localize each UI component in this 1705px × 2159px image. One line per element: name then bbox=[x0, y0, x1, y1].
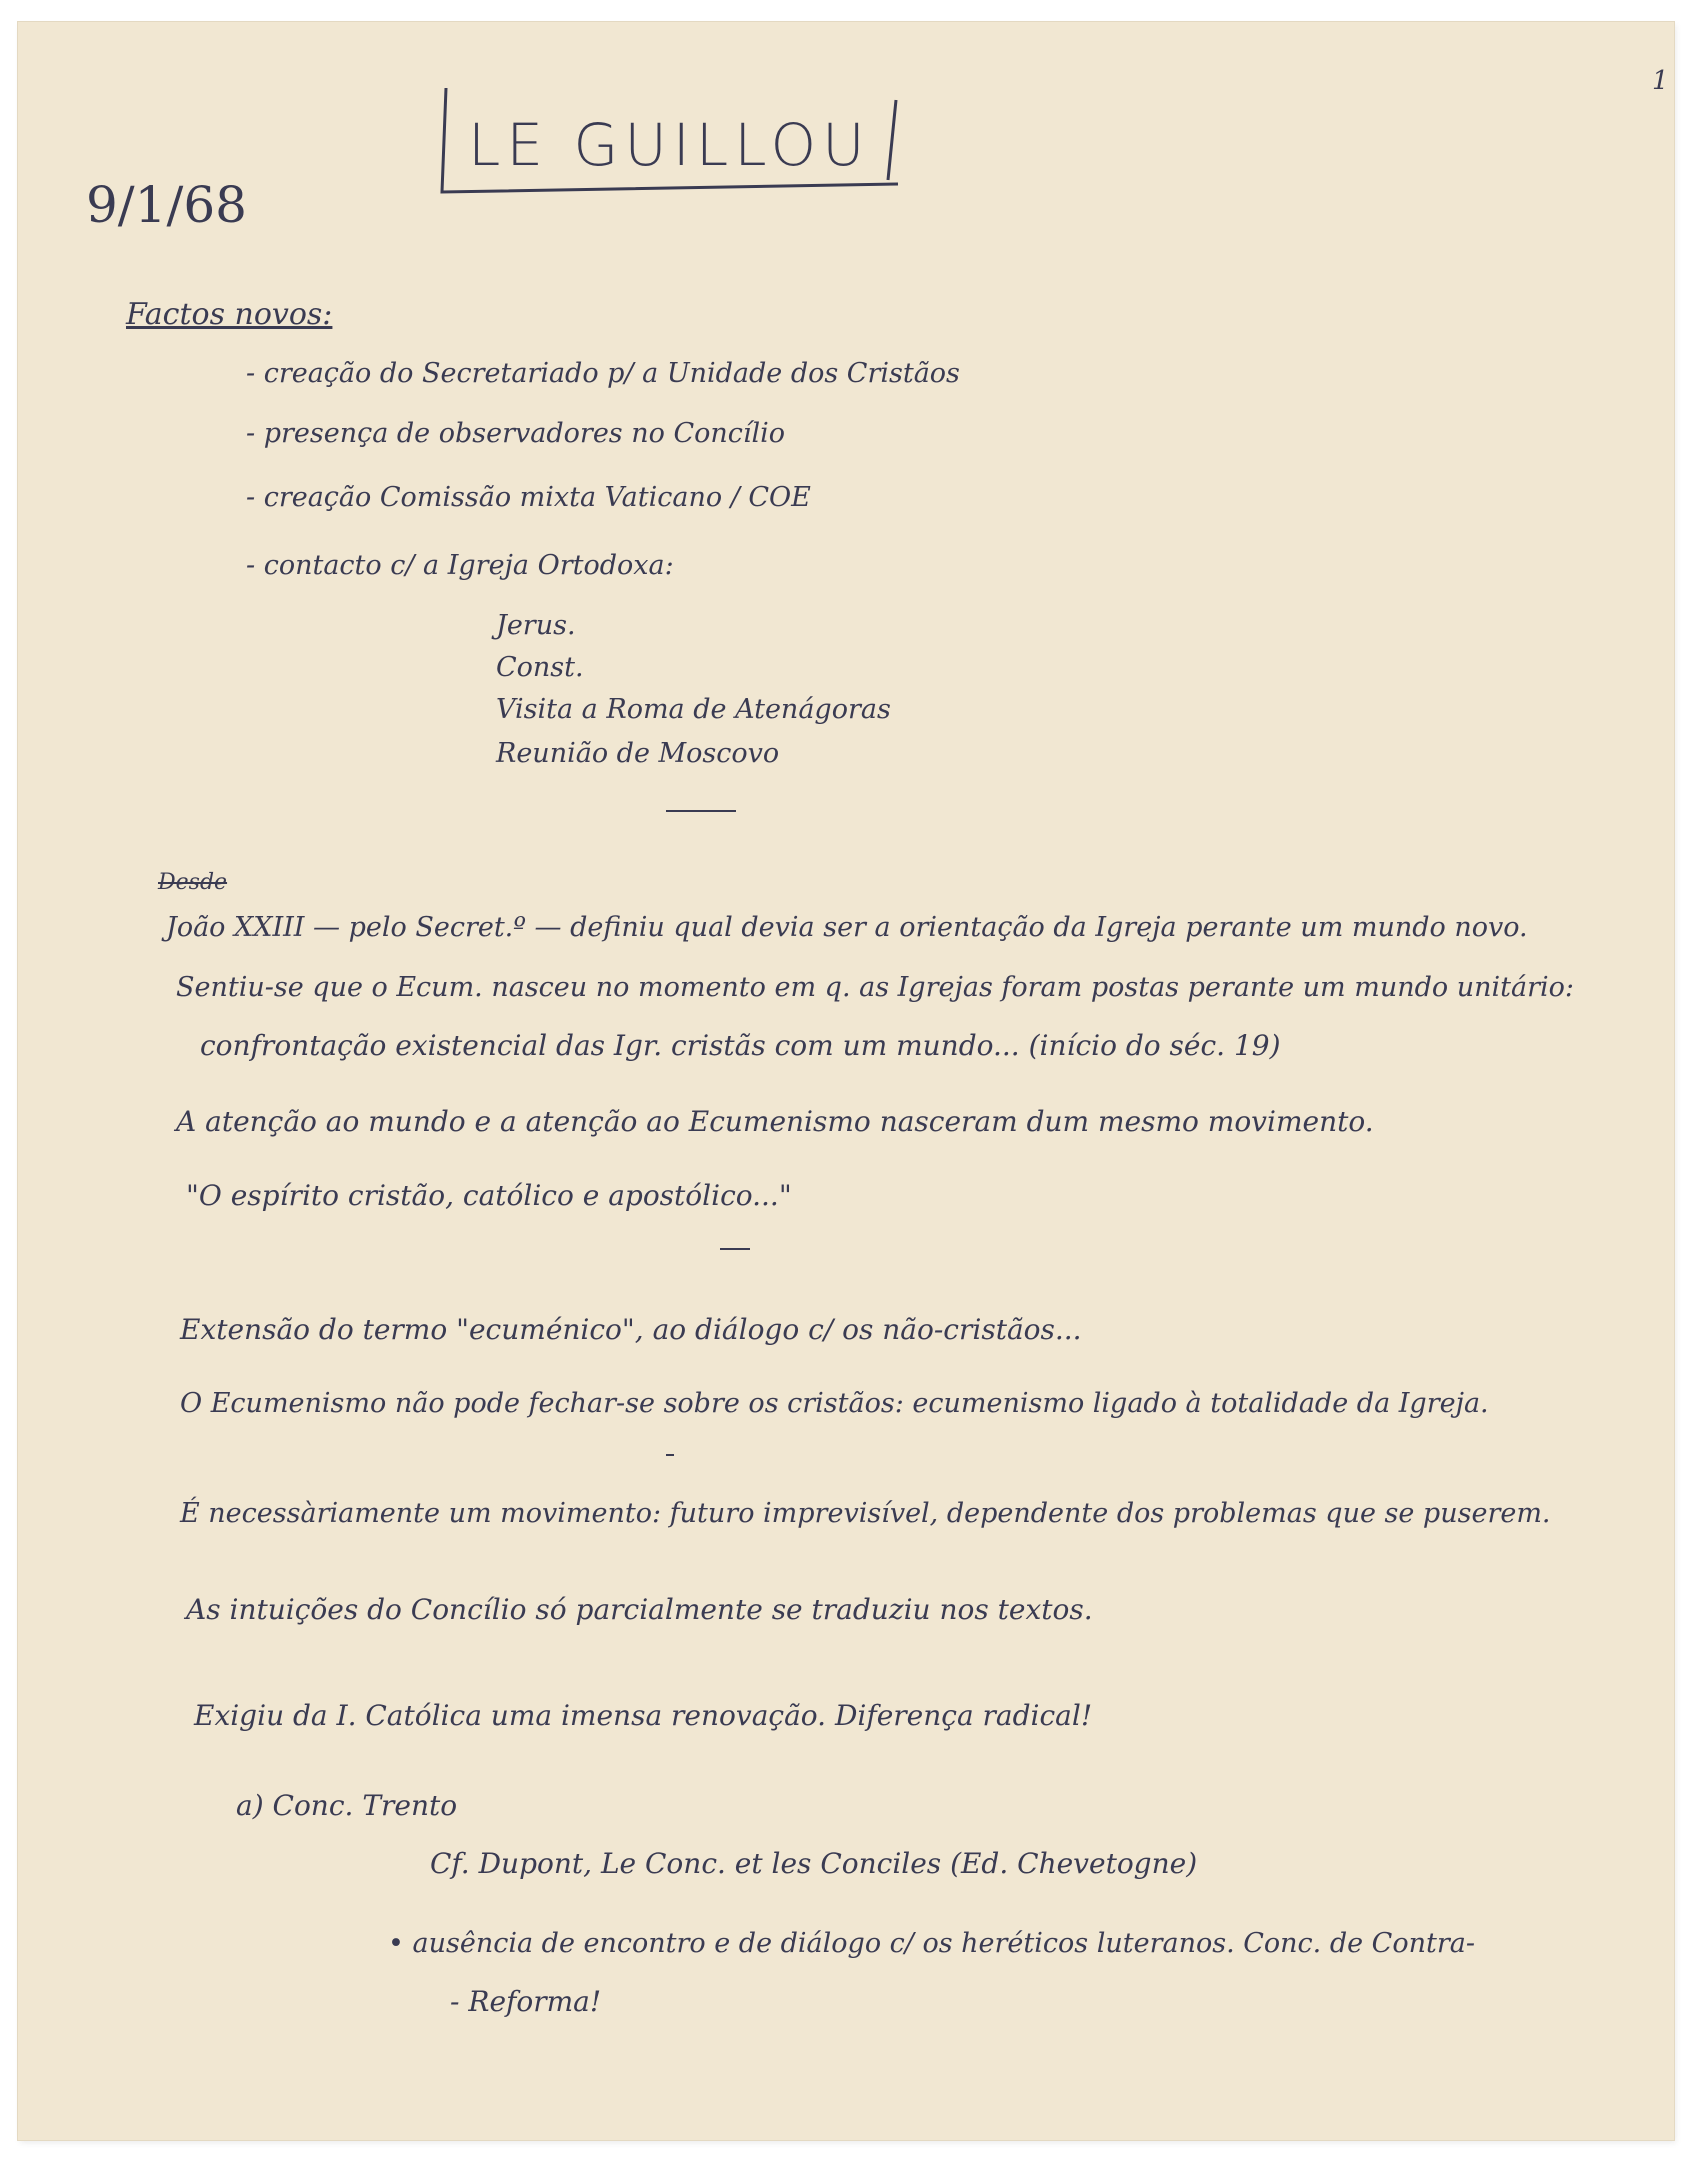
section-divider bbox=[666, 810, 736, 812]
text-line: Extensão do termo "ecuménico", ao diálogo c/ os não-cristãos... bbox=[180, 1313, 1082, 1346]
text-line: O Ecumenismo não pode fechar-se sobre os cristãos: ecumenismo ligado à totalidade da Igreja. bbox=[180, 1388, 1489, 1419]
title-box bbox=[436, 80, 902, 198]
section-divider bbox=[720, 1248, 750, 1250]
list-item: - creação do Secretariado p/ a Unidade dos Cristãos bbox=[246, 358, 960, 389]
text-line: Sentiu-se que o Ecum. nasceu no momento em q. as Igrejas foram postas perante um mundo unitário: bbox=[176, 972, 1575, 1003]
text-line: As intuições do Concílio só parcialmente se traduziu nos textos. bbox=[186, 1593, 1093, 1626]
text-line: - Reforma! bbox=[450, 1985, 602, 2018]
sub-item: Reunião de Moscovo bbox=[496, 738, 780, 769]
quote-line: "O espírito cristão, católico e apostólico..." bbox=[186, 1179, 792, 1212]
sub-item: Visita a Roma de Atenágoras bbox=[496, 694, 891, 725]
section-heading: Factos novos: bbox=[126, 297, 333, 332]
text-line: confrontação existencial das Igr. cristãs com um mundo... (início do séc. 19) bbox=[200, 1029, 1281, 1062]
text-line: João XXIII — pelo Secret.º — definiu qual devia ser a orientação da Igreja perante um mundo novo. bbox=[166, 912, 1528, 943]
text-line: É necessàriamente um movimento: futuro imprevisível, dependente dos problemas que se puserem. bbox=[180, 1498, 1551, 1529]
list-item: - creação Comissão mixta Vaticano / COE bbox=[246, 482, 811, 513]
reference-line: Cf. Dupont, Le Conc. et les Conciles (Ed. Chevetogne) bbox=[430, 1847, 1198, 1880]
struck-word: Desde bbox=[158, 870, 228, 895]
page-number: 1 bbox=[1652, 66, 1669, 96]
manuscript-page bbox=[18, 22, 1674, 2140]
sub-item: Const. bbox=[496, 652, 584, 683]
text-line: A atenção ao mundo e a atenção ao Ecumenismo nasceram dum mesmo movimento. bbox=[176, 1105, 1374, 1138]
list-item: - contacto c/ a Igreja Ortodoxa: bbox=[246, 550, 674, 581]
date: 9/1/68 bbox=[86, 176, 247, 234]
sub-item: Jerus. bbox=[496, 610, 576, 641]
item-label: a) Conc. Trento bbox=[236, 1789, 458, 1822]
list-item: - presença de observadores no Concílio bbox=[246, 418, 786, 449]
text-line: Exigiu da I. Católica uma imensa renovação. Diferença radical! bbox=[194, 1699, 1093, 1732]
section-divider bbox=[666, 1454, 674, 1456]
page-title: LE GUILLOU bbox=[468, 111, 871, 179]
text-line: • ausência de encontro e de diálogo c/ os heréticos luteranos. Conc. de Contra- bbox=[388, 1928, 1475, 1959]
